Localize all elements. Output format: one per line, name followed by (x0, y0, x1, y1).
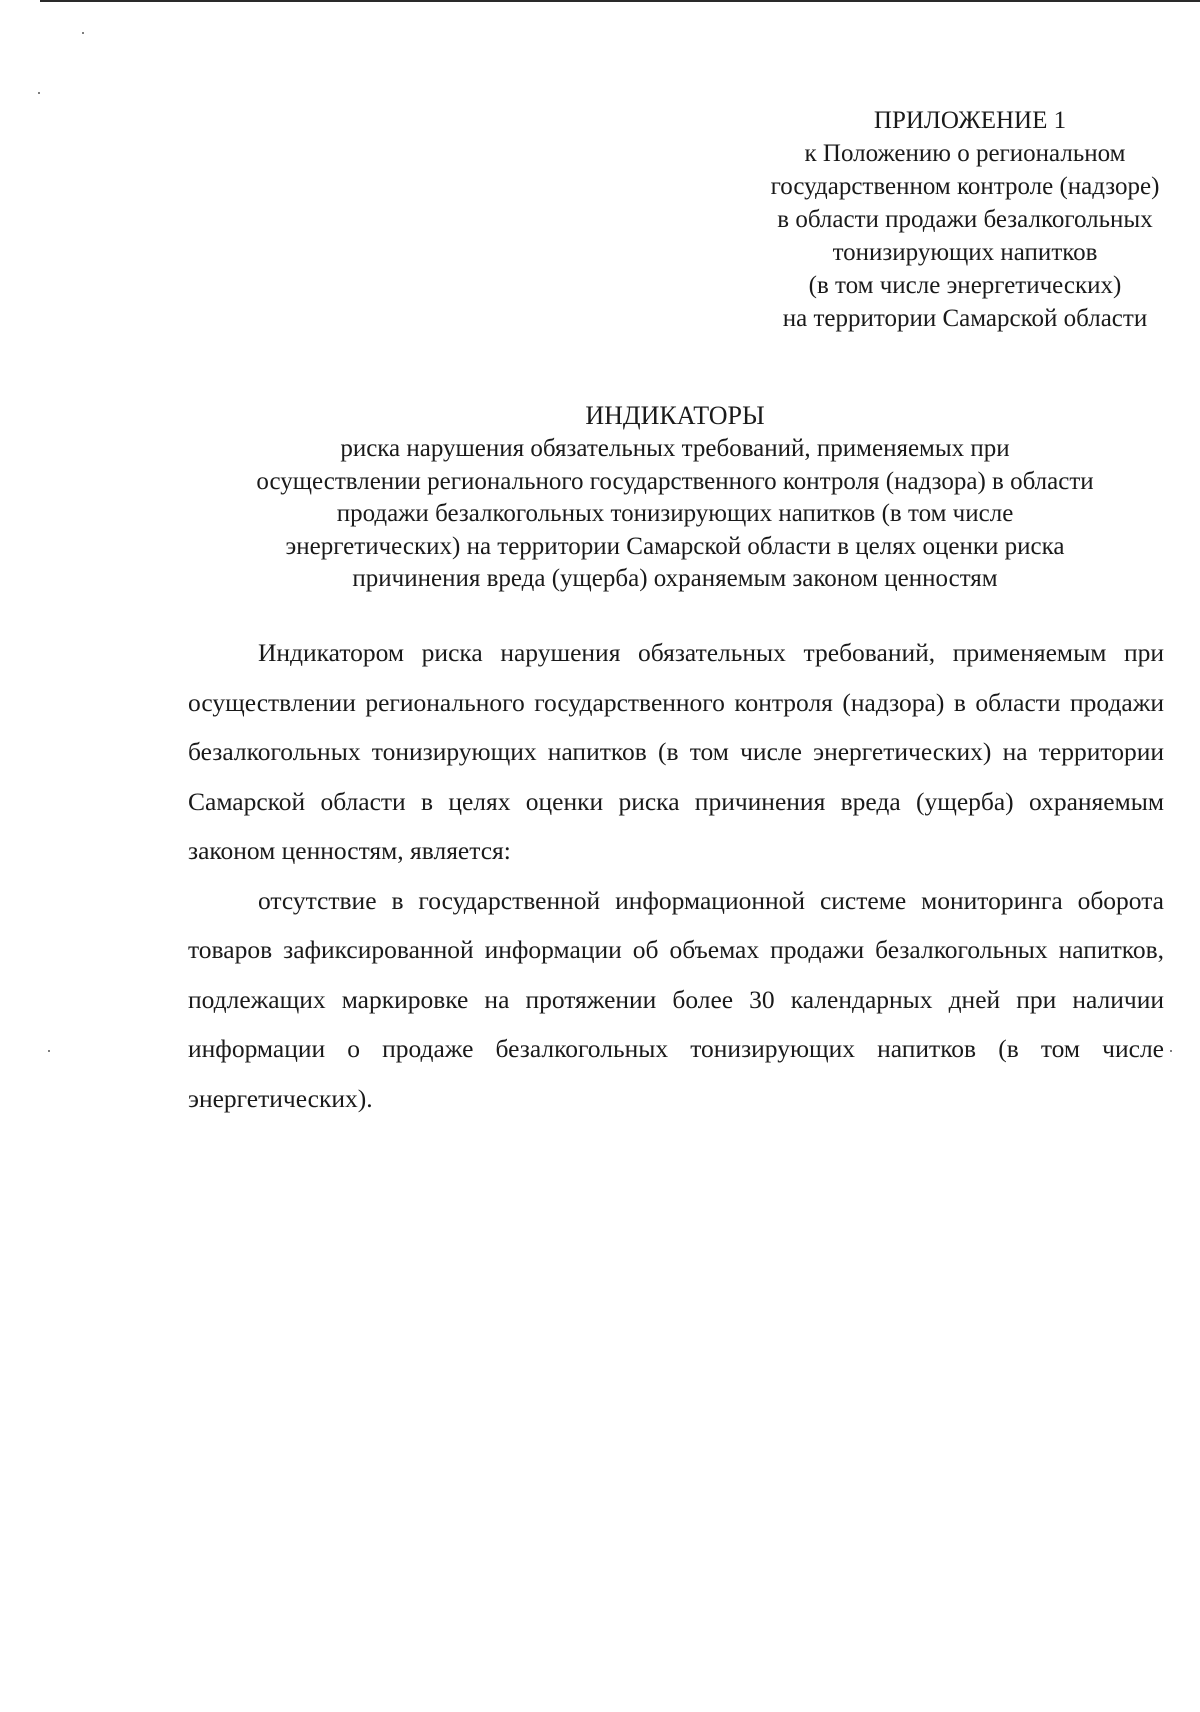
document-subtitle (190, 433, 1160, 596)
scan-top-edge (40, 0, 1200, 2)
scan-speck (1170, 1050, 1172, 1052)
subtitle-line: риска нарушения обязательных требований, применяемых при (340, 435, 1010, 462)
body-paragraph: Индикатором риска нарушения обязательных требований, применяемым при осуществлении регионального государственного контроля (надзора) в области продажи безалкогольных тонизирующих напитков (в том числе энергетических) на территории Самарской области в целях оценки риска причинения вреда (ущерба) охраняемым законом ценностям, является: (188, 638, 1164, 865)
subtitle-line: энергетических) на территории Самарской области в целях оценки риска (285, 532, 1065, 560)
appendix-line: (в том числе энергетических) (808, 272, 1122, 299)
appendix-line: тонизирующих напитков (832, 239, 1098, 266)
subtitle-line: продажи безалкогольных тонизирующих напитков (в том числе (336, 500, 1014, 527)
document-body (188, 628, 1164, 1123)
subtitle-line: осуществлении регионального государственного контроля (надзора) в области (256, 467, 1094, 495)
body-paragraph: отсутствие в государственной информационной системе мониторинга оборота товаров зафиксированной информации об объемах продажи безалкогольных напитков, подлежащих маркировке на протяжении более 30 календарных дней при наличии информации о продаже безалкогольных тонизирующих напитков (в том числе энергетических). (188, 885, 1164, 1113)
scan-speck (48, 1050, 50, 1052)
appendix-line: на территории Самарской области (782, 305, 1148, 332)
document-title: ИНДИКАТОРЫ (585, 401, 765, 430)
scan-speck (82, 32, 84, 34)
appendix-line: к Положению о региональном (804, 140, 1126, 167)
subtitle-line: причинения вреда (ущерба) охраняемым законом ценностям (352, 565, 998, 592)
scan-speck (38, 92, 40, 94)
appendix-header (690, 104, 1200, 335)
appendix-line: государственном контроле (надзоре) (770, 173, 1160, 200)
appendix-title: ПРИЛОЖЕНИЕ 1 (873, 107, 1067, 134)
appendix-line: в области продажи безалкогольных (777, 206, 1153, 233)
